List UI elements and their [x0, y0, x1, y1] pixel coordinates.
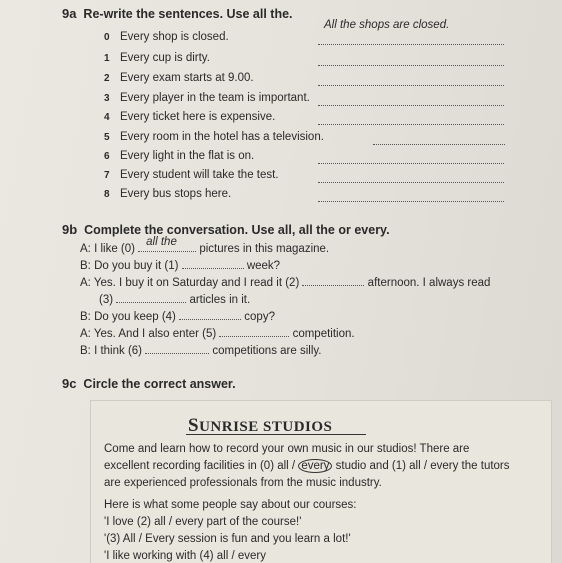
example-answer: all the	[146, 236, 177, 248]
answer-line[interactable]	[318, 105, 504, 106]
exercise-9a-item	[104, 92, 310, 104]
advert-quote-3: 'I like working with (4) all / every	[104, 550, 266, 562]
line-text-after: week?	[243, 260, 281, 272]
answer-line[interactable]	[318, 163, 504, 164]
item-number: 8	[104, 189, 110, 200]
exercise-9a-header	[62, 6, 293, 21]
answer-line[interactable]	[318, 124, 504, 125]
conversation-line	[80, 276, 490, 289]
line-text: I think (6)	[94, 345, 146, 357]
conversation-line	[80, 327, 355, 340]
item-sentence: Every exam starts at 9.00.	[120, 72, 254, 84]
conversation-line	[80, 236, 330, 255]
item-number: 7	[104, 170, 110, 181]
exercise-9b-number: 9b	[62, 222, 78, 237]
conversation-line	[80, 310, 275, 323]
gap-blank[interactable]	[116, 293, 186, 303]
answer-line[interactable]	[318, 201, 504, 202]
item-sentence: Every cup is dirty.	[120, 52, 210, 64]
advert-para-line-2-end: studio and (1) all / every the tutors	[335, 460, 510, 472]
exercise-9a-item	[104, 188, 231, 200]
answer-line[interactable]	[318, 85, 504, 86]
conversation-line	[80, 344, 321, 357]
brand-underline	[186, 434, 366, 435]
exercise-9a-item	[104, 150, 254, 162]
speaker-label: A:	[80, 328, 94, 340]
advert-quote-1: 'I love (2) all / every part of the course!'	[104, 516, 302, 528]
exercise-9a-item	[104, 31, 229, 43]
advert-para-line-1: Come and learn how to record your own music in our studios! There are	[104, 443, 470, 455]
answer-line[interactable]	[318, 44, 504, 45]
exercise-9a-item	[104, 131, 324, 143]
line-text-after: competition.	[289, 328, 355, 340]
line-text: (3)	[99, 294, 117, 306]
gap-blank[interactable]	[145, 344, 209, 354]
line-text-after: afternoon. I always read	[364, 277, 491, 289]
item-sentence: Every bus stops here.	[120, 188, 232, 200]
item-sentence: Every player in the team is important.	[120, 92, 310, 104]
answer-line[interactable]	[373, 144, 505, 145]
gap-blank[interactable]	[182, 259, 244, 269]
line-text-after: articles in it.	[186, 294, 251, 306]
exercise-9b-title: Complete the conversation. Use all, all the or every.	[84, 223, 390, 237]
gap-blank[interactable]	[302, 276, 364, 286]
line-text: Yes. I buy it on Saturday and I read it (2)	[93, 277, 303, 289]
answer-line[interactable]	[318, 65, 504, 66]
line-text: Yes. And I also enter (5)	[93, 328, 220, 340]
item-number: 6	[104, 151, 110, 162]
item-sentence: Every shop is closed.	[120, 31, 229, 43]
brand-rest: UNRISE STUDIOS	[199, 419, 333, 435]
exercise-9a-example-answer: All the shops are closed.	[324, 19, 450, 31]
brand-initial: S	[188, 415, 200, 436]
exercise-9a-title: Re-write the sentences. Use all the.	[83, 7, 293, 21]
item-number: 2	[104, 73, 110, 84]
item-number: 1	[104, 53, 110, 64]
exercise-9a-item	[104, 169, 279, 181]
exercise-9c-number: 9c	[62, 376, 77, 391]
advert-quote-2: '(3) All / Every session is fun and you learn a lot!'	[104, 533, 351, 545]
line-text-after: competitions are silly.	[209, 345, 322, 357]
gap-blank[interactable]	[179, 310, 241, 320]
exercise-9a-item	[104, 72, 254, 84]
exercise-9c-header	[62, 376, 236, 391]
exercise-9a-item	[104, 52, 210, 64]
circled-answer-every: every	[298, 459, 332, 473]
conversation-line	[80, 259, 280, 272]
item-number: 4	[104, 112, 110, 123]
item-number: 0	[104, 32, 110, 43]
item-sentence: Every student will take the test.	[120, 169, 279, 181]
gap-blank[interactable]	[138, 236, 196, 252]
advert-para-line-3: are experienced professionals from the music industry.	[104, 477, 382, 489]
speaker-label: B:	[80, 345, 95, 357]
speaker-label: B:	[80, 311, 95, 323]
speaker-label: A:	[80, 243, 95, 255]
conversation-line	[99, 293, 250, 306]
advert-para-line-2	[104, 460, 510, 472]
item-sentence: Every ticket here is expensive.	[120, 111, 276, 123]
line-text: Do you buy it (1)	[94, 260, 182, 272]
item-sentence: Every light in the flat is on.	[120, 150, 255, 162]
speaker-label: A:	[80, 277, 94, 289]
exercise-9b-header	[62, 222, 390, 237]
item-sentence: Every room in the hotel has a television.	[120, 131, 324, 143]
exercise-9a-number: 9a	[62, 6, 77, 21]
advert-para-2: Here is what some people say about our courses:	[104, 499, 357, 511]
line-text: Do you keep (4)	[94, 311, 180, 323]
gap-blank[interactable]	[219, 327, 289, 337]
speaker-label: B:	[80, 260, 95, 272]
exercise-9c-title: Circle the correct answer.	[83, 377, 236, 391]
exercise-9a-item	[104, 111, 275, 123]
item-number: 5	[104, 132, 110, 143]
line-text: I like (0)	[94, 243, 139, 255]
advert-para-line-2-start: excellent recording facilities in (0) all /	[104, 460, 296, 472]
line-text-after: copy?	[241, 311, 275, 323]
answer-line[interactable]	[318, 182, 504, 183]
line-text-after: pictures in this magazine.	[196, 243, 330, 255]
item-number: 3	[104, 93, 110, 104]
